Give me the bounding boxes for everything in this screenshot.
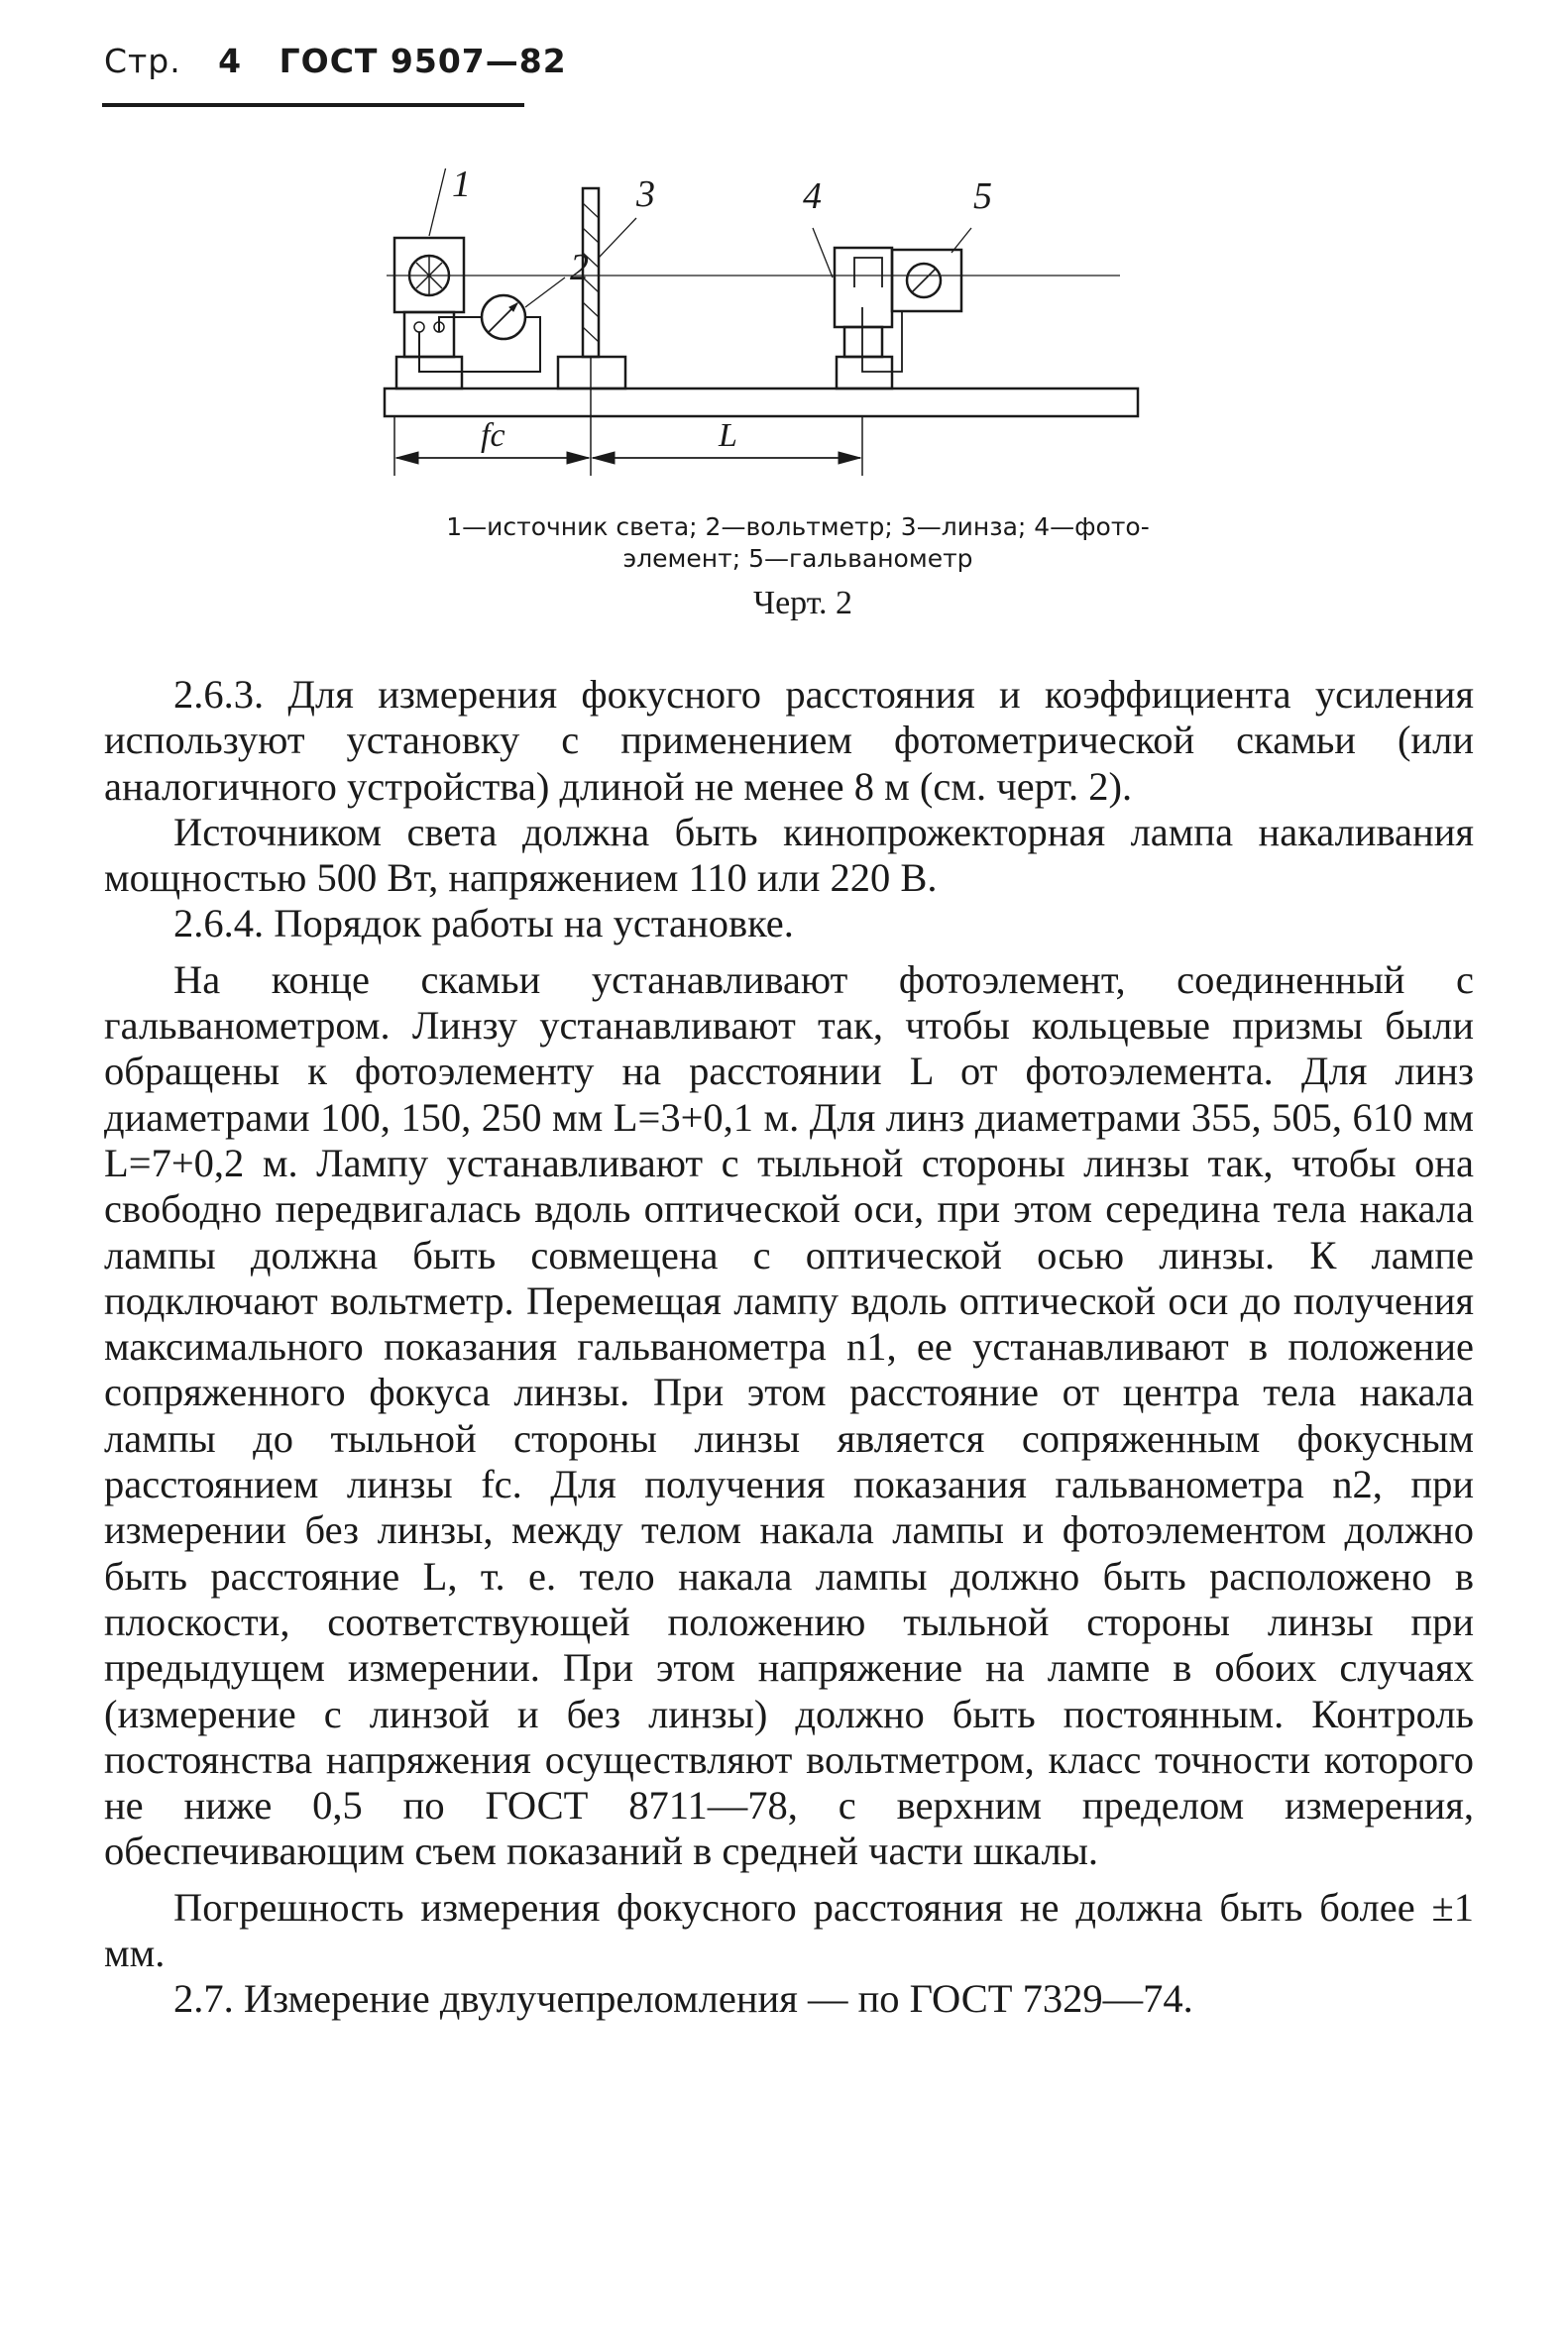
label-leader-1 [429,168,446,236]
document-body [104,672,1474,2023]
caption-line-1: 1—источник света; 2—вольтметр; 3—линза; 4—фото- [446,512,1150,541]
paragraph-2-6-4: 2.6.4. Порядок работы на установке. [173,901,794,946]
paragraph-procedure: На конце скамьи устанавливают фотоэлемент, соединенный с гальванометром. Линзу устанавливают так, чтобы кольцевые призмы были обращены к фотоэлементу на расстоянии L от фотоэлемента. Для линз диаметрами 100, 150, 250 мм L=3+0,1 м. Для линз диаметрами 355, 505, 610 мм L=7+0,2 м. Лампу устанавливают с тыльной стороны линзы так, чтобы она свободно передвигалась вдоль оптической оси, при этом середина тела накала лампы должна быть совмещена с оптической осью линзы. К лампе подключают вольтметр. Перемещая лампу вдоль оптической оси до получения максимального показания гальванометра n1, ее устанавливают в положение сопряженного фокуса линзы. При этом расстояние от центра тела накала лампы до тыльной стороны линзы является сопряженным фокусным расстоянием линзы fc. Для получения показания гальванометра n2, при измерении без линзы, между телом накала лампы и фотоэлементом должно быть расстояние L, т. е. тело накала лампы должно быть расположено в плоскости, соответствующей положению тыльной стороны линзы при предыдущем измерении. При этом напряжение на лампе в обоих случаях (измерение с линзой и без линзы) должно быть постоянным. Контроль постоянства напряжения осуществляют вольтметром, класс точности которого не ниже 0,5 по ГОСТ 8711—78, с верхним пределом измерения, обеспечивающим съем показаний в средней части шкалы. [104,956,1474,1874]
label-2: 2 [570,247,589,288]
figure-caption [377,511,1219,575]
measurement-setup-diagram [367,168,1199,496]
label-leader-2 [525,277,565,307]
voltmeter [482,295,525,339]
photometric-bench [385,388,1138,416]
page-number: 4 [218,42,243,80]
page-label: Стр. [104,42,181,80]
galvanometer [892,250,961,311]
light-source [394,238,464,388]
paragraph-error: Погрешность измерения фокусного расстояния не должна быть более ±1 мм. [104,1884,1474,1976]
header-rule [102,103,524,107]
label-5: 5 [973,175,992,217]
paragraph-2-7: 2.7. Измерение двулучепреломления — по ГОСТ 7329—74. [173,1976,1193,2022]
figure-title: Черт. 2 [752,585,853,621]
label-leader-3 [599,218,636,258]
label-fc: fc [481,417,505,454]
label-4: 4 [803,175,822,217]
fresnel-lens [558,188,625,388]
standard-number: ГОСТ 9507—82 [279,42,567,80]
page-header [104,42,567,80]
label-leader-4 [813,228,833,277]
label-3: 3 [636,173,655,215]
paragraph-2-6-3: 2.6.3. Для измерения фокусного расстояния и коэффициента усиления используют установку с применением фотометрической скамьи (или аналогичного устройства) длиной не менее 8 м (см. черт. 2). [104,672,1474,809]
label-L: L [719,417,737,454]
photocell [835,248,892,388]
label-1: 1 [452,168,471,205]
paragraph-light-source: Источником света должна быть кинопрожекторная лампа накаливания мощностью 500 Вт, напряжением 110 или 220 В. [104,809,1474,901]
caption-line-2: элемент; 5—гальванометр [622,544,973,573]
